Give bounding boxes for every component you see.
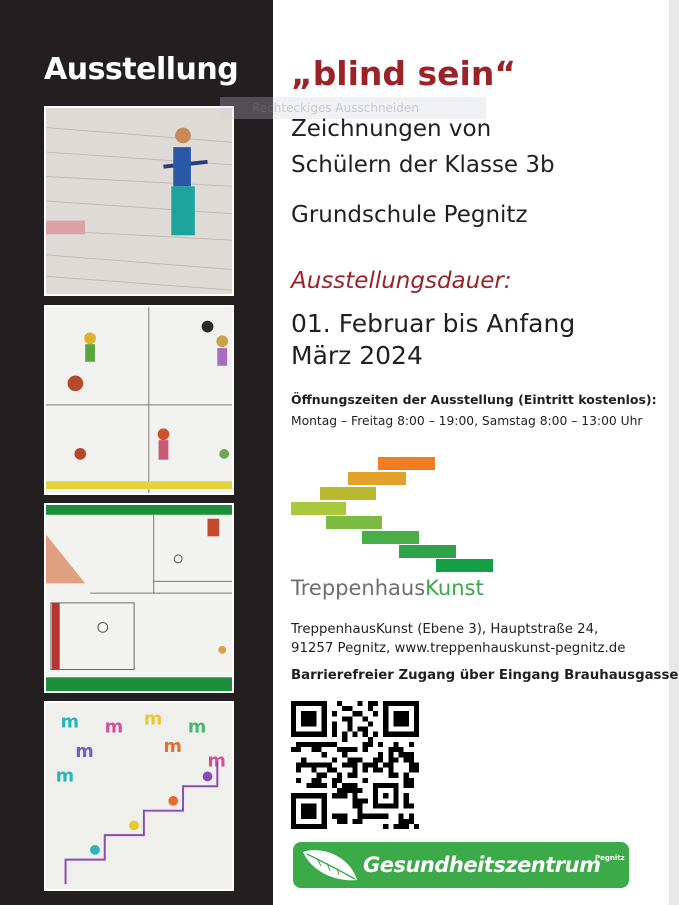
svg-text:m: m bbox=[55, 766, 75, 787]
qr-module bbox=[388, 757, 393, 762]
qr-module bbox=[352, 747, 357, 752]
qr-module bbox=[368, 701, 373, 706]
qr-module bbox=[296, 747, 301, 752]
qr-module bbox=[352, 798, 357, 803]
logo-step-7 bbox=[399, 545, 456, 558]
qr-module bbox=[317, 762, 322, 767]
qr-module bbox=[352, 768, 357, 773]
qr-module bbox=[409, 768, 414, 773]
logo-step-1 bbox=[378, 457, 435, 470]
qr-module bbox=[322, 752, 327, 757]
qr-module bbox=[393, 757, 398, 762]
qr-module bbox=[383, 814, 388, 819]
qr-module bbox=[296, 778, 301, 783]
qr-module bbox=[342, 732, 347, 737]
qr-module bbox=[342, 747, 347, 752]
qr-module bbox=[337, 819, 342, 824]
qr-module bbox=[404, 798, 409, 803]
qr-module bbox=[332, 721, 337, 726]
qr-module bbox=[358, 711, 363, 716]
qr-module bbox=[347, 773, 352, 778]
qr-module bbox=[332, 768, 337, 773]
qr-module bbox=[409, 814, 414, 819]
qr-module bbox=[399, 752, 404, 757]
qr-module bbox=[404, 783, 409, 788]
qr-module bbox=[378, 757, 383, 762]
qr-module bbox=[332, 778, 337, 783]
qr-module bbox=[358, 727, 363, 732]
qr-module bbox=[363, 814, 368, 819]
qr-module bbox=[296, 742, 301, 747]
qr-module bbox=[342, 788, 347, 793]
logo-step-6 bbox=[362, 531, 419, 544]
qr-module bbox=[342, 819, 347, 824]
sidebar-title: Ausstellung bbox=[44, 52, 239, 87]
qr-module bbox=[337, 814, 342, 819]
qr-module bbox=[404, 803, 409, 808]
qr-module bbox=[352, 711, 357, 716]
qr-module bbox=[399, 819, 404, 824]
qr-module bbox=[358, 788, 363, 793]
qr-module bbox=[337, 701, 342, 706]
qr-module bbox=[368, 814, 373, 819]
duration-label: Ausstellungsdauer: bbox=[291, 268, 512, 294]
qr-module bbox=[363, 727, 368, 732]
qr-module bbox=[373, 711, 378, 716]
qr-module bbox=[409, 752, 414, 757]
qr-module bbox=[327, 762, 332, 767]
qr-module bbox=[352, 793, 357, 798]
qr-module bbox=[327, 742, 332, 747]
qr-module bbox=[306, 783, 311, 788]
qr-module bbox=[393, 824, 398, 829]
qr-module bbox=[414, 762, 419, 767]
svg-text:m: m bbox=[163, 736, 182, 757]
drawing-photo-2 bbox=[44, 305, 234, 495]
qr-module bbox=[358, 701, 363, 706]
qr-module bbox=[347, 706, 352, 711]
qr-module bbox=[322, 742, 327, 747]
drawing-2-image bbox=[46, 307, 232, 493]
opening-hours-heading: Öffnungszeiten der Ausstellung (Eintritt kostenlos): bbox=[291, 392, 657, 407]
drawing-4-image bbox=[46, 703, 232, 889]
qr-module bbox=[332, 814, 337, 819]
address-line-2: 91257 Pegnitz, www.treppenhauskunst-pegnitz.de bbox=[291, 641, 626, 656]
qr-module bbox=[291, 747, 296, 752]
qr-module bbox=[404, 773, 409, 778]
svg-text:m: m bbox=[143, 709, 163, 730]
logo-step-3 bbox=[320, 487, 376, 500]
qr-module bbox=[393, 773, 398, 778]
qr-module bbox=[342, 783, 347, 788]
qr-code[interactable] bbox=[291, 701, 419, 829]
qr-module bbox=[373, 732, 378, 737]
qr-module bbox=[347, 721, 352, 726]
qr-module bbox=[363, 778, 368, 783]
qr-module bbox=[393, 747, 398, 752]
qr-module bbox=[317, 742, 322, 747]
qr-module bbox=[317, 783, 322, 788]
qr-module bbox=[352, 732, 357, 737]
qr-module bbox=[358, 809, 363, 814]
qr-module bbox=[414, 768, 419, 773]
snipping-tool-watermark: Rechteckiges Ausschneiden bbox=[220, 97, 486, 119]
qr-module bbox=[306, 742, 311, 747]
qr-module bbox=[388, 747, 393, 752]
qr-module bbox=[409, 742, 414, 747]
qr-module bbox=[378, 742, 383, 747]
qr-module bbox=[337, 747, 342, 752]
qr-module bbox=[388, 752, 393, 757]
qr-module bbox=[388, 768, 393, 773]
qr-module bbox=[409, 757, 414, 762]
qr-module bbox=[393, 742, 398, 747]
qr-module bbox=[363, 798, 368, 803]
qr-module bbox=[373, 762, 378, 767]
qr-module bbox=[332, 727, 337, 732]
qr-module bbox=[358, 814, 363, 819]
qr-module bbox=[358, 757, 363, 762]
qr-module bbox=[342, 706, 347, 711]
qr-module bbox=[311, 747, 316, 752]
qr-module bbox=[342, 737, 347, 742]
qr-module bbox=[337, 773, 342, 778]
qr-module bbox=[322, 783, 327, 788]
opening-hours: Montag – Freitag 8:00 – 19:00, Samstag 8:00 – 13:00 Uhr bbox=[291, 414, 643, 428]
qr-module bbox=[352, 788, 357, 793]
qr-module bbox=[332, 793, 337, 798]
qr-module bbox=[409, 762, 414, 767]
qr-module bbox=[337, 788, 342, 793]
qr-module bbox=[311, 783, 316, 788]
qr-module bbox=[404, 757, 409, 762]
qr-module bbox=[317, 778, 322, 783]
drawing-3-image bbox=[46, 505, 232, 691]
qr-module bbox=[399, 747, 404, 752]
qr-module bbox=[404, 819, 409, 824]
svg-text:m: m bbox=[104, 717, 124, 738]
qr-module bbox=[352, 819, 357, 824]
qr-module bbox=[409, 819, 414, 824]
qr-module bbox=[311, 742, 316, 747]
qr-module bbox=[342, 752, 347, 757]
qr-module bbox=[368, 762, 373, 767]
logo-step-5 bbox=[326, 516, 382, 529]
qr-module bbox=[363, 716, 368, 721]
qr-module bbox=[347, 747, 352, 752]
qr-module bbox=[347, 762, 352, 767]
sponsor-name: Gesundheitszentrum bbox=[363, 853, 601, 877]
qr-module bbox=[352, 783, 357, 788]
subtitle-line-2: Schülern der Klasse 3b bbox=[291, 152, 555, 178]
qr-module bbox=[347, 757, 352, 762]
page-edge bbox=[669, 0, 679, 905]
qr-module bbox=[383, 762, 388, 767]
qr-module bbox=[301, 742, 306, 747]
exhibition-title: „blind sein“ bbox=[291, 54, 517, 93]
qr-module bbox=[352, 762, 357, 767]
qr-module bbox=[368, 737, 373, 742]
svg-text:m: m bbox=[75, 741, 94, 762]
qr-module bbox=[414, 824, 419, 829]
svg-text:m: m bbox=[60, 712, 80, 733]
qr-module bbox=[378, 752, 383, 757]
qr-module bbox=[409, 783, 414, 788]
qr-module bbox=[342, 814, 347, 819]
qr-module bbox=[311, 768, 316, 773]
qr-module bbox=[373, 701, 378, 706]
qr-module bbox=[347, 788, 352, 793]
logo-text bbox=[291, 576, 484, 600]
qr-module bbox=[332, 742, 337, 747]
qr-module bbox=[332, 732, 337, 737]
qr-module bbox=[332, 757, 337, 762]
drawing-photo-1 bbox=[44, 106, 234, 296]
qr-module bbox=[347, 716, 352, 721]
accessibility-note: Barrierefreier Zugang über Eingang Brauhausgasse bbox=[291, 668, 679, 683]
qr-module bbox=[409, 803, 414, 808]
logo-step-2 bbox=[348, 472, 406, 485]
duration-line-2: März 2024 bbox=[291, 341, 423, 370]
qr-module bbox=[337, 778, 342, 783]
qr-module bbox=[342, 762, 347, 767]
qr-module bbox=[352, 803, 357, 808]
qr-module bbox=[352, 773, 357, 778]
qr-module bbox=[404, 793, 409, 798]
qr-module bbox=[409, 778, 414, 783]
qr-module bbox=[388, 773, 393, 778]
logo-text-part1: Treppenhaus bbox=[291, 576, 426, 600]
qr-module bbox=[342, 716, 347, 721]
qr-module bbox=[347, 727, 352, 732]
qr-module bbox=[296, 762, 301, 767]
qr-module bbox=[373, 757, 378, 762]
qr-module bbox=[388, 762, 393, 767]
qr-module bbox=[378, 768, 383, 773]
qr-module bbox=[363, 768, 368, 773]
qr-module bbox=[296, 768, 301, 773]
gesundheitszentrum-logo bbox=[293, 842, 629, 888]
qr-module bbox=[301, 762, 306, 767]
qr-module bbox=[332, 783, 337, 788]
qr-module bbox=[352, 757, 357, 762]
qr-module bbox=[373, 814, 378, 819]
qr-module bbox=[404, 752, 409, 757]
drawing-1-image bbox=[46, 108, 232, 294]
qr-module bbox=[342, 793, 347, 798]
qr-module bbox=[368, 721, 373, 726]
logo-step-4 bbox=[291, 502, 346, 515]
qr-module bbox=[399, 814, 404, 819]
drawing-photo-4 bbox=[44, 701, 234, 891]
qr-module bbox=[378, 814, 383, 819]
svg-text:m: m bbox=[207, 751, 226, 772]
qr-module bbox=[368, 706, 373, 711]
qr-module bbox=[322, 762, 327, 767]
qr-module bbox=[317, 773, 322, 778]
qr-module bbox=[301, 757, 306, 762]
school-name: Grundschule Pegnitz bbox=[291, 202, 528, 228]
address-line-1: TreppenhausKunst (Ebene 3), Hauptstraße 24, bbox=[291, 622, 599, 637]
subtitle-line-1: Zeichnungen von bbox=[291, 116, 492, 142]
qr-module bbox=[404, 824, 409, 829]
qr-module bbox=[317, 747, 322, 752]
svg-text:m: m bbox=[187, 717, 207, 738]
leaf-icon bbox=[299, 844, 361, 886]
qr-module bbox=[337, 793, 342, 798]
qr-module bbox=[332, 711, 337, 716]
qr-module bbox=[347, 783, 352, 788]
qr-module bbox=[311, 778, 316, 783]
qr-module bbox=[358, 819, 363, 824]
qr-module bbox=[306, 762, 311, 767]
sponsor-location: Pegnitz bbox=[595, 854, 625, 862]
qr-module bbox=[311, 762, 316, 767]
qr-module bbox=[399, 824, 404, 829]
logo-text-part2: Kunst bbox=[425, 576, 484, 600]
qr-module bbox=[383, 824, 388, 829]
qr-module bbox=[363, 762, 368, 767]
duration-line-1: 01. Februar bis Anfang bbox=[291, 309, 576, 338]
drawing-photo-3 bbox=[44, 503, 234, 693]
logo-step-8 bbox=[436, 559, 493, 572]
qr-module bbox=[363, 747, 368, 752]
qr-module bbox=[368, 742, 373, 747]
qr-module bbox=[363, 732, 368, 737]
qr-module bbox=[358, 803, 363, 808]
qr-module bbox=[404, 778, 409, 783]
qr-module bbox=[373, 768, 378, 773]
qr-module bbox=[363, 742, 368, 747]
qr-module bbox=[322, 773, 327, 778]
qr-module bbox=[358, 798, 363, 803]
qr-module bbox=[327, 768, 332, 773]
